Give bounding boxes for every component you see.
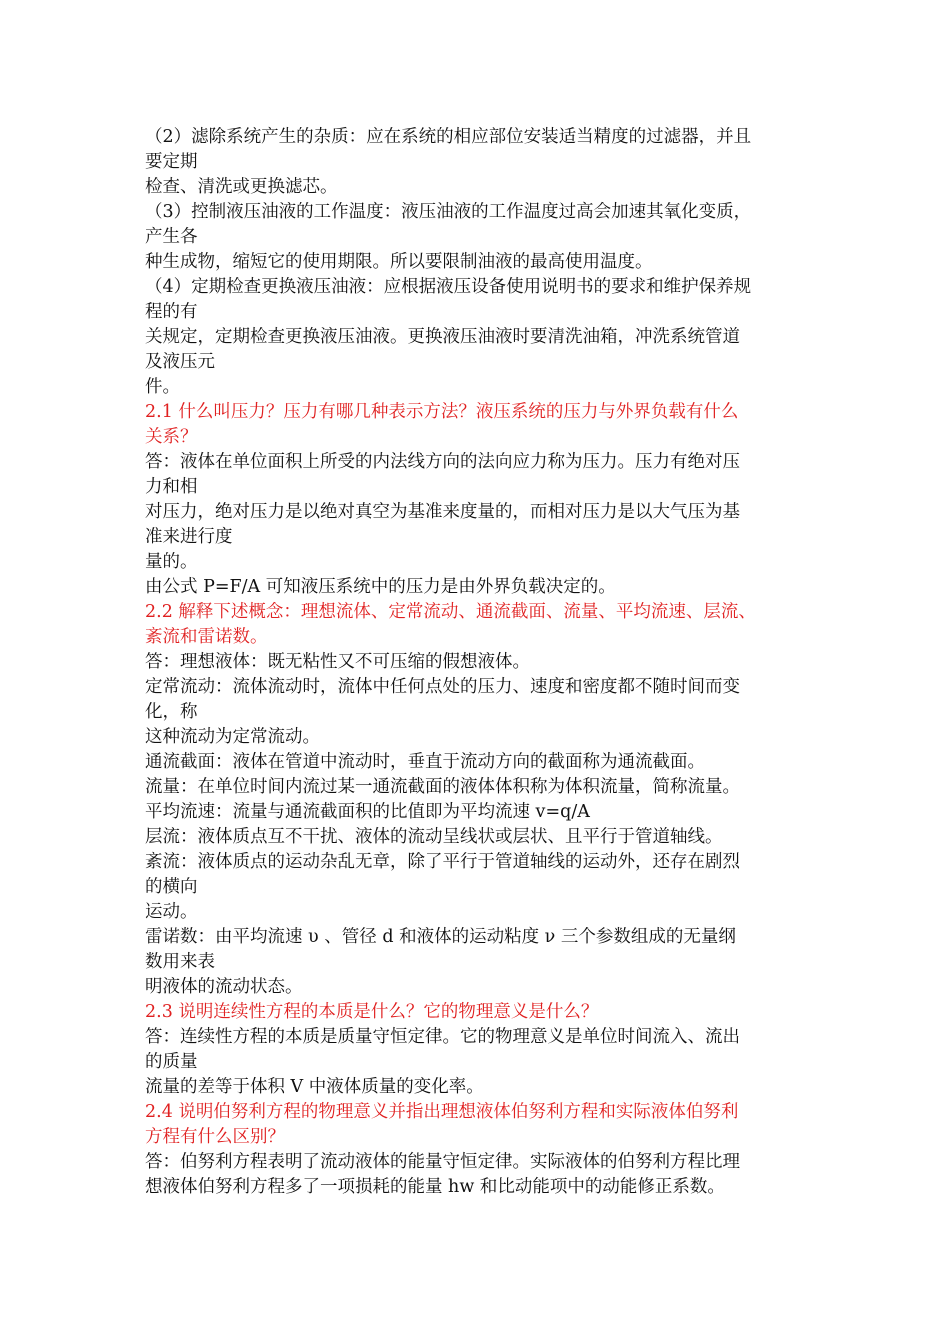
answer-line: 对压力，绝对压力是以绝对真空为基准来度量的，而相对压力是以大气压为基 — [145, 502, 740, 522]
question-heading-2-1: 2.1 什么叫压力？压力有哪几种表示方法？液压系统的压力与外界负载有什么 — [145, 402, 739, 422]
question-heading-2-2: 2.2 解释下述概念：理想流体、定常流动、通流截面、流量、平均流速、层流、 — [145, 602, 756, 622]
text-line: 程的有 — [145, 302, 198, 322]
answer-line: 雷诺数：由平均流速 υ 、管径 d 和液体的运动粘度 ν 三个参数组成的无量纲 — [145, 927, 736, 947]
text-line: 种生成物，缩短它的使用期限。所以要限制油液的最高使用温度。 — [145, 252, 653, 272]
text-line: 产生各 — [145, 227, 198, 247]
answer-line: 平均流速：流量与通流截面积的比值即为平均流速 v=q/A — [145, 802, 590, 822]
answer-line: 定常流动：流体流动时，流体中任何点处的压力、速度和密度都不随时间而变 — [145, 677, 740, 697]
answer-line: 答：液体在单位面积上所受的内法线方向的法向应力称为压力。压力有绝对压 — [145, 452, 740, 472]
question-heading-2-2-cont: 紊流和雷诺数。 — [145, 627, 268, 647]
question-heading-2-1-cont: 关系？ — [145, 427, 198, 447]
question-heading-2-4: 2.4 说明伯努利方程的物理意义并指出理想液体伯努利方程和实际液体伯努利 — [145, 1102, 739, 1122]
text-line: 检查、清洗或更换滤芯。 — [145, 177, 338, 197]
text-line: （4）定期检查更换液压油液：应根据液压设备使用说明书的要求和维护保养规 — [145, 277, 752, 297]
answer-line: 运动。 — [145, 902, 198, 922]
question-heading-2-4-cont: 方程有什么区别？ — [145, 1127, 285, 1147]
answer-line: 通流截面：液体在管道中流动时，垂直于流动方向的截面称为通流截面。 — [145, 752, 705, 772]
text-line: 件。 — [145, 377, 180, 397]
answer-line: 数用来表 — [145, 952, 215, 972]
text-line: 要定期 — [145, 152, 198, 172]
document-body — [145, 125, 835, 1200]
answer-line: 想液体伯努利方程多了一项损耗的能量 hw 和比动能项中的动能修正系数。 — [145, 1177, 725, 1197]
answer-line: 答：连续性方程的本质是质量守恒定律。它的物理意义是单位时间流入、流出 — [145, 1027, 740, 1047]
answer-line: 紊流：液体质点的运动杂乱无章，除了平行于管道轴线的运动外，还存在剧烈 — [145, 852, 740, 872]
answer-line: 的横向 — [145, 877, 198, 897]
answer-line: 的质量 — [145, 1052, 198, 1072]
answer-line: 这种流动为定常流动。 — [145, 727, 320, 747]
answer-line: 准来进行度 — [145, 527, 233, 547]
answer-line: 明液体的流动状态。 — [145, 977, 303, 997]
answer-line: 流量：在单位时间内流过某一通流截面的液体体积称为体积流量，简称流量。 — [145, 777, 740, 797]
answer-line: 由公式 P=F/A 可知液压系统中的压力是由外界负载决定的。 — [145, 577, 616, 597]
answer-line: 流量的差等于体积 V 中液体质量的变化率。 — [145, 1077, 484, 1097]
answer-line: 层流：液体质点互不干扰、液体的流动呈线状或层状、且平行于管道轴线。 — [145, 827, 723, 847]
text-line: （2）滤除系统产生的杂质：应在系统的相应部位安装适当精度的过滤器，并且 — [145, 127, 752, 147]
text-line: 及液压元 — [145, 352, 215, 372]
question-heading-2-3: 2.3 说明连续性方程的本质是什么？它的物理意义是什么？ — [145, 1002, 599, 1022]
text-line: 关规定，定期检查更换液压油液。更换液压油液时要清洗油箱，冲洗系统管道 — [145, 327, 740, 347]
answer-line: 力和相 — [145, 477, 198, 497]
answer-line: 答：理想液体：既无粘性又不可压缩的假想液体。 — [145, 652, 530, 672]
answer-line: 量的。 — [145, 552, 198, 572]
answer-line: 答：伯努利方程表明了流动液体的能量守恒定律。实际液体的伯努利方程比理 — [145, 1152, 740, 1172]
answer-line: 化，称 — [145, 702, 198, 722]
text-line: （3）控制液压油液的工作温度：液压油液的工作温度过高会加速其氧化变质， — [145, 202, 752, 222]
